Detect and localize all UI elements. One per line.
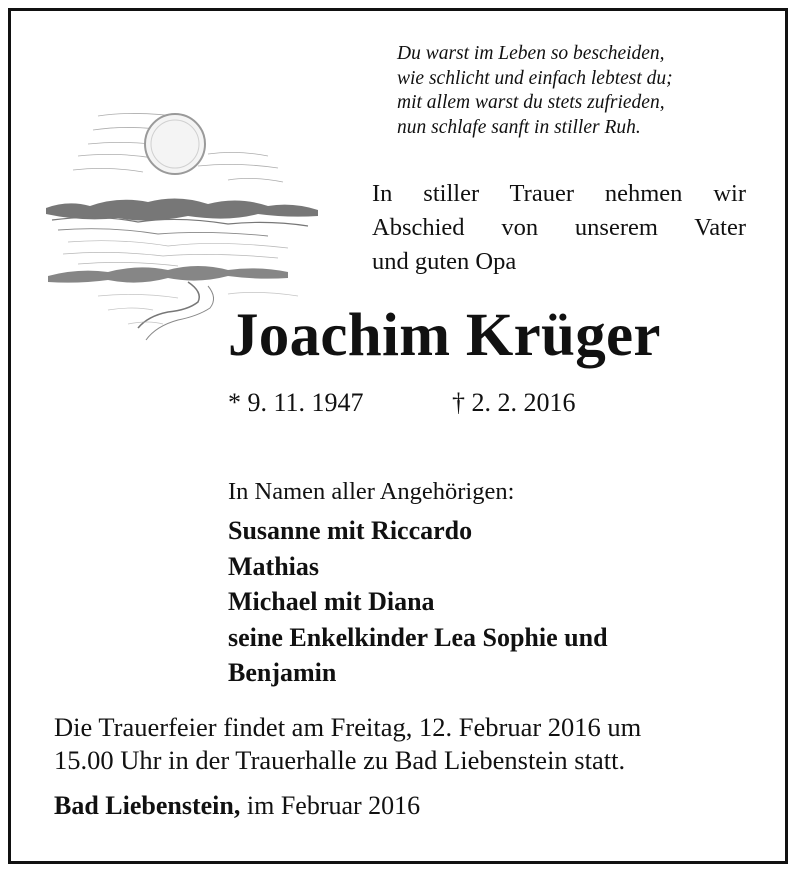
verse-line: Du warst im Leben so bescheiden, [397,43,665,64]
intro-line: Abschied von unserem Vater [372,214,746,241]
mourning-intro [372,177,746,279]
place-and-date [54,789,420,823]
intro-line: In stiller Trauer nehmen wir [372,180,746,207]
verse-line: mit allem warst du stets zufrieden, [397,92,665,113]
intro-line: und guten Opa [372,248,517,275]
memorial-verse [397,42,673,140]
moon-icon [145,114,205,174]
ceremony-info [54,711,641,777]
relative-name: Susanne mit Riccardo [228,516,473,545]
relative-name: Michael mit Diana [228,587,435,616]
relative-name: Mathias [228,551,319,581]
death-date: † 2. 2. 2016 [452,388,576,417]
footer-date: im Februar 2016 [240,791,421,820]
birth-date: * 9. 11. 1947 [228,388,364,417]
deceased-name: Joachim Krüger [228,302,661,369]
ceremony-line: 15.00 Uhr in der Trauerhalle zu Bad Liebenstein statt. [54,745,626,775]
relatives-list [228,513,608,691]
footer-place: Bad Liebenstein, [54,791,241,820]
relative-name: Benjamin [228,658,337,687]
verse-line: nun schlafe sanft in stiller Ruh. [397,116,641,138]
verse-line: wie schlicht und einfach lebtest du; [397,67,673,89]
relatives-intro: In Namen aller Angehörigen: [228,478,515,505]
ceremony-line: Die Trauerfeier findet am Freitag, 12. Februar 2016 um [54,712,642,742]
relative-name: seine Enkelkinder Lea Sophie und [228,622,608,652]
